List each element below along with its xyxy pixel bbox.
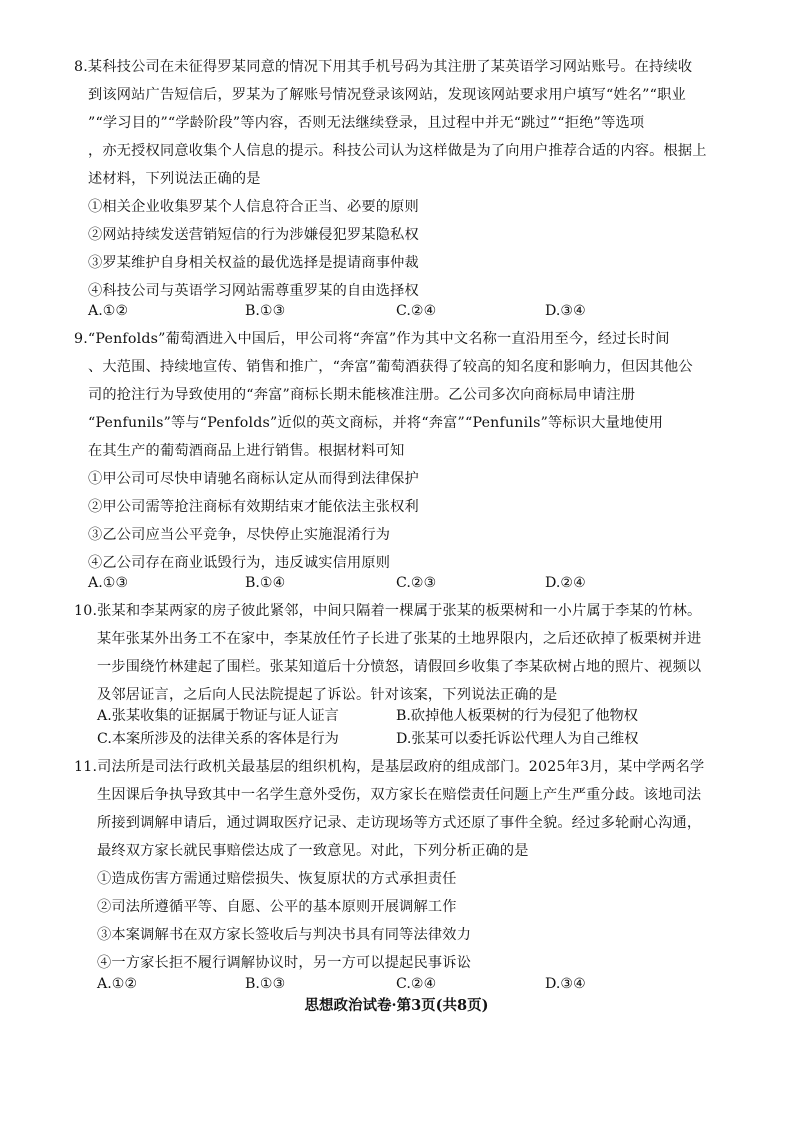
question-9-option-b[interactable]: B.①④ [245,575,286,591]
question-8-option-c[interactable]: C.②④ [396,303,437,319]
question-10-line-4: 及邻居证言，之后向人民法院提起了诉讼。针对该案，下列说法正确的是 [97,687,558,703]
question-11-line-1: 11.司法所是司法行政机关最基层的组织机构，是基层政府的组成部门。2025年3月，某中学两名学 [74,759,705,775]
question-8-line-4: ，亦无授权同意收集个人信息的提示。科技公司认为这样做是为了向用户推荐合适的内容。根据上 [88,143,707,159]
question-10-line-1: 10.张某和李某两家的房子彼此紧邻，中间只隔着一棵属于张某的板栗树和一小片属于李某的竹林。 [74,603,702,619]
question-11-item-2: ②司法所遵循平等、自愿、公平的基本原则开展调解工作 [97,899,457,915]
question-11-option-b[interactable]: B.①③ [245,976,286,992]
question-11-line-3: 所接到调解申请后，通过调取医疗记录、走访现场等方式还原了事件全貌。经过多轮耐心沟通， [97,815,702,831]
question-9-option-c[interactable]: C.②③ [396,575,437,591]
question-11-option-c[interactable]: C.②④ [396,976,437,992]
question-8-option-a[interactable]: A.①② [88,303,129,319]
question-11-item-1: ①造成伤害方需通过赔偿损失、恢复原状的方式承担责任 [97,871,457,887]
question-11-line-2: 生因课后争执导致其中一名学生意外受伤，双方家长在赔偿责任问题上产生严重分歧。该地司法 [97,787,702,803]
question-8-line-5: 述材料，下列说法正确的是 [88,171,261,187]
question-11-option-a[interactable]: A.①② [97,976,138,992]
question-8-item-3: ③罗某维护自身相关权益的最优选择是提请商事仲裁 [88,255,419,271]
question-9-line-5: 在其生产的葡萄酒商品上进行销售。根据材料可知 [88,443,405,459]
question-8-item-1: ①相关企业收集罗某个人信息符合正当、必要的原则 [88,199,419,215]
question-9-line-4: “Penfunils”等与“Penfolds”近似的英文商标，并将“奔富”“Penfunils”等标识大量地使用 [88,415,664,431]
question-11-item-3: ③本案调解书在双方家长签收后与判决书具有同等法律效力 [97,927,472,943]
question-10-option-b[interactable]: B.砍掉他人板栗树的行为侵犯了他物权 [396,708,638,724]
question-10-line-2: 某年张某外出务工不在家中，李某放任竹子长进了张某的土地界限内，之后还砍掉了板栗树并进 [97,631,702,647]
page-footer: 思想政治试卷·第3页(共8页) [304,997,489,1014]
question-9-item-4: ④乙公司存在商业诋毁行为，违反诚实信用原则 [88,555,391,571]
question-8-option-b[interactable]: B.①③ [245,303,286,319]
question-8-option-d[interactable]: D.③④ [545,303,586,319]
question-8-item-4: ④科技公司与英语学习网站需尊重罗某的自由选择权 [88,283,419,299]
question-9-option-d[interactable]: D.②④ [545,575,586,591]
question-9-line-1: 9.“Penfolds”葡萄酒进入中国后，甲公司将“奔富”作为其中文名称一直沿用至今，经过长时间 [74,331,670,347]
question-11-item-4: ④一方家长拒不履行调解协议时，另一方可以提起民事诉讼 [97,955,472,971]
question-9-item-1: ①甲公司可尽快申请驰名商标认定从而得到法律保护 [88,471,419,487]
question-9-option-a[interactable]: A.①③ [88,575,129,591]
question-11-option-d[interactable]: D.③④ [545,976,586,992]
question-10-line-3: 一步围绕竹林建起了围栏。张某知道后十分愤怒，请假回乡收集了李某砍树占地的照片、视频以 [97,659,702,675]
question-10-option-d[interactable]: D.张某可以委托诉讼代理人为自己维权 [396,731,639,747]
question-8-line-2: 到该网站广告短信后，罗某为了解账号情况登录该网站，发现该网站要求用户填写“姓名”“职业 [88,87,686,103]
question-8-line-3: ”“学习目的”“学龄阶段”等内容，否则无法继续登录，且过程中并无“跳过”“拒绝”等选项 [88,115,645,131]
question-11-line-4: 最终双方家长就民事赔偿达成了一致意见。对此，下列分析正确的是 [97,843,529,859]
question-8-line-1: 8.某科技公司在未征得罗某同意的情况下用其手机号码为其注册了某英语学习网站账号。在持续收 [74,59,693,75]
question-9-item-3: ③乙公司应当公平竞争，尽快停止实施混淆行为 [88,527,391,543]
question-9-item-2: ②甲公司需等抢注商标有效期结束才能依法主张权利 [88,499,419,515]
question-8-item-2: ②网站持续发送营销短信的行为涉嫌侵犯罗某隐私权 [88,227,419,243]
question-9-line-2: 、大范围、持续地宣传、销售和推广，“奔富”葡萄酒获得了较高的知名度和影响力，但因其他公 [88,359,693,375]
question-9-line-3: 司的抢注行为导致使用的“奔富”商标长期未能核准注册。乙公司多次向商标局申请注册 [88,387,636,403]
question-10-option-a[interactable]: A.张某收集的证据属于物证与证人证言 [97,708,339,724]
question-10-option-c[interactable]: C.本案所涉及的法律关系的客体是行为 [97,731,339,747]
